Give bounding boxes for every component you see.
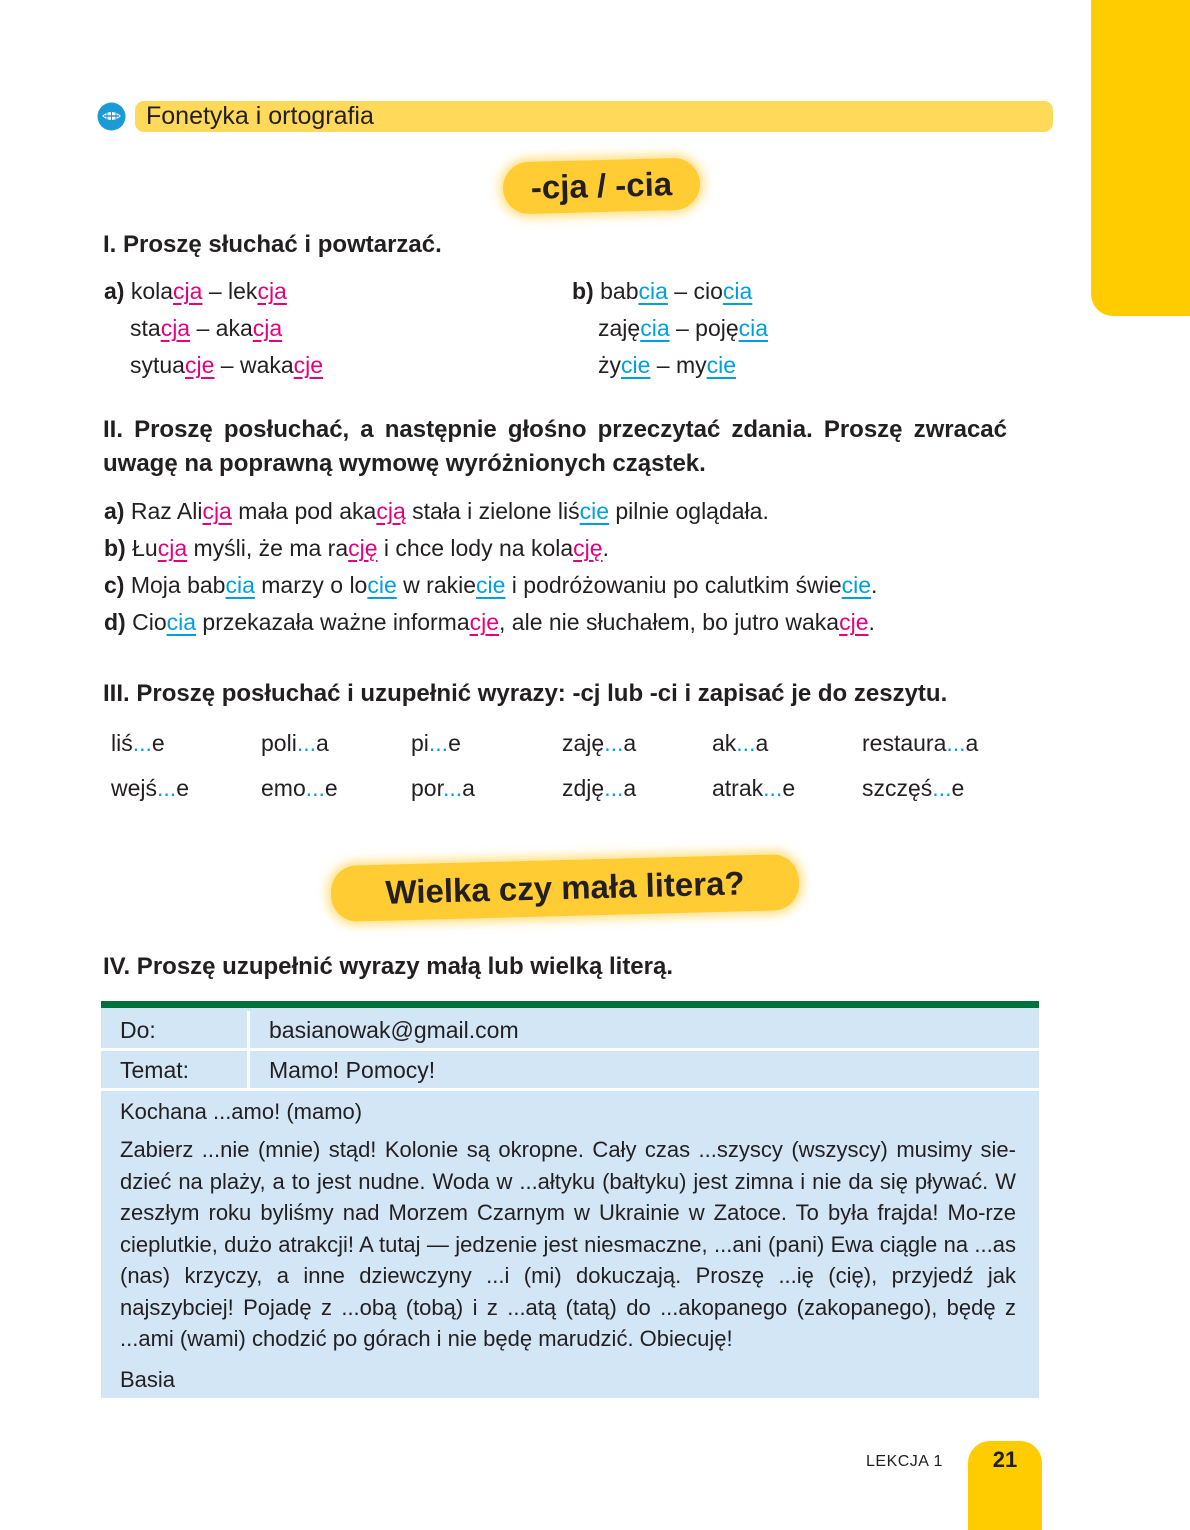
- gap-word: [862, 769, 964, 807]
- text-segment: mała pod aka: [231, 498, 377, 524]
- highlight-cja: cje: [184, 352, 215, 378]
- text-segment: .: [868, 609, 875, 635]
- text-segment: .: [602, 535, 609, 561]
- highlight-cja: cja: [160, 315, 191, 341]
- highlight-cia: cia: [640, 315, 670, 341]
- highlight-cia: cie: [579, 498, 609, 524]
- highlight-cja: cje: [469, 609, 500, 635]
- text-segment: Raz Ali: [124, 498, 203, 524]
- gap-dots: ...: [442, 775, 463, 801]
- item-label: b): [104, 535, 126, 561]
- word-part: a: [462, 775, 475, 801]
- gap-dots: ...: [736, 730, 756, 756]
- gap-dots: ...: [132, 730, 152, 756]
- gap-dots: ...: [428, 730, 449, 756]
- gap-word: [712, 769, 795, 807]
- gap-word: [562, 769, 636, 807]
- gap-dots: ...: [946, 730, 966, 756]
- gap-dots: ...: [157, 775, 177, 801]
- word-part: por: [411, 775, 443, 801]
- text-segment: – poję: [669, 315, 739, 341]
- text-segment: – aka: [190, 315, 253, 341]
- sentence: [104, 604, 877, 641]
- word-part: e: [951, 775, 965, 801]
- text-segment: przekazała ważne informa: [196, 609, 470, 635]
- email-subject-row: [101, 1051, 1039, 1091]
- sentence: [104, 530, 877, 567]
- highlight-cja: cja: [157, 535, 188, 561]
- email-to-label: Do:: [120, 1017, 156, 1043]
- topic-title-cja-cia: [503, 160, 700, 212]
- text-segment: – my: [650, 352, 707, 378]
- exercise-2-sentences: [104, 493, 877, 641]
- email-subject-value: Mamo! Pomocy!: [269, 1057, 436, 1083]
- text-segment: bab: [593, 278, 639, 304]
- exercise-3-heading: III. Proszę posłuchać i uzupełnić wyrazy: -cj lub -ci i zapisać je do zeszytu.: [103, 680, 948, 707]
- gap-word: [862, 724, 978, 762]
- page-number-tab: [968, 1441, 1042, 1530]
- topic-title-text: Wielka czy mała litera?: [384, 864, 746, 911]
- email-greeting: Kochana ...amo! (mamo): [120, 1099, 363, 1124]
- item-label: b): [572, 278, 594, 304]
- word-part: atrak: [712, 775, 764, 801]
- text-segment: pilnie oglądała.: [609, 498, 769, 524]
- word-pair: [104, 273, 323, 310]
- word-part: wejś: [111, 775, 158, 801]
- email-to-row: [101, 1011, 1039, 1051]
- word-part: zaję: [562, 730, 605, 756]
- highlight-cja: cja: [202, 498, 232, 524]
- gap-word: [562, 724, 636, 762]
- email-signature: Basia: [120, 1367, 176, 1392]
- highlight-cia: cia: [166, 609, 197, 635]
- highlight-cja: cją: [376, 498, 406, 524]
- text-segment: stała i zielone liś: [405, 498, 580, 524]
- highlight-cia: cia: [638, 278, 668, 304]
- text-segment: i podróżowaniu po calutkim świe: [505, 572, 842, 598]
- highlight-cia: cia: [225, 572, 255, 598]
- mouth-icon: [97, 102, 126, 131]
- topic-title-capital-letters: [331, 860, 799, 916]
- word-part: a: [623, 775, 637, 801]
- gap-dots: ...: [305, 775, 325, 801]
- text-segment: Cio: [125, 609, 167, 635]
- highlight-cia: cie: [476, 572, 506, 598]
- word-part: szczęś: [862, 775, 933, 801]
- text-segment: marzy o lo: [254, 572, 368, 598]
- item-label: c): [104, 572, 125, 598]
- text-segment: – cio: [667, 278, 723, 304]
- word-part: a: [623, 730, 637, 756]
- gap-dots: ...: [763, 775, 783, 801]
- word-part: a: [755, 730, 769, 756]
- lesson-label: LEKCJA 1: [866, 1453, 943, 1470]
- highlight-cia: cie: [621, 352, 651, 378]
- highlight-cja: cja: [173, 278, 203, 304]
- word-part: e: [448, 730, 461, 756]
- highlight-cja: cja: [252, 315, 283, 341]
- exercise-1-heading: I. Proszę słuchać i powtarzać.: [103, 231, 442, 258]
- word-pair: [572, 347, 768, 384]
- word-part: liś: [111, 730, 133, 756]
- gap-word: [712, 724, 768, 762]
- text-segment: , ale nie słuchałem, bo jutro waka: [499, 609, 840, 635]
- word-part: a: [315, 730, 329, 756]
- text-segment: sta: [130, 315, 161, 341]
- text-segment: .: [871, 572, 878, 598]
- email-subject-label: Temat:: [120, 1057, 190, 1083]
- gap-dots: ...: [604, 730, 624, 756]
- section-title: Fonetyka i ortografia: [146, 102, 374, 130]
- highlight-cia: cie: [706, 352, 737, 378]
- email-form: [101, 1001, 1039, 1398]
- exercise-1-column-a: [104, 273, 323, 384]
- word-pair: [572, 310, 768, 347]
- text-segment: kola: [124, 278, 174, 304]
- gap-dots: ...: [604, 775, 624, 801]
- text-segment: ży: [598, 352, 621, 378]
- word-pair: [104, 310, 323, 347]
- exercise-4-heading: IV. Proszę uzupełnić wyrazy małą lub wielką literą.: [103, 953, 674, 980]
- highlight-cia: cia: [738, 315, 769, 341]
- highlight-cja: cję: [573, 535, 603, 561]
- word-part: zdję: [562, 775, 605, 801]
- exercise-2-heading: II. Proszę posłuchać, a następnie głośno przeczytać zdania. Proszę zwracać uwagę na poprawną wymowę wyróżnionych cząstek.: [103, 416, 1007, 477]
- item-label: a): [104, 278, 125, 304]
- highlight-cia: cia: [722, 278, 753, 304]
- topic-title-text: -cja / -cia: [530, 165, 673, 206]
- word-pair: [104, 347, 323, 384]
- text-segment: myśli, że ma ra: [187, 535, 349, 561]
- section-header: [135, 101, 1053, 132]
- word-part: emo: [261, 775, 306, 801]
- email-to-value: basianowak@gmail.com: [269, 1017, 519, 1043]
- word-part: poli: [261, 730, 297, 756]
- page-number: 21: [992, 1447, 1018, 1472]
- chapter-tab: [1091, 0, 1190, 316]
- word-part: e: [151, 730, 165, 756]
- word-part: e: [782, 775, 796, 801]
- gap-word: [111, 769, 189, 807]
- gap-word: [411, 769, 475, 807]
- exercise-1-column-b: [572, 273, 768, 384]
- word-part: ak: [712, 730, 737, 756]
- email-body: Zabierz ...nie (mnie) stąd! Kolonie są okropne. Cały czas ...szyscy (wszyscy) musimy sie-dzieć na plaży, a to jest nudne. Woda w ...ałtyku (bałtyku) jest zimna i nie da się pływać. W zeszłym roku byliśmy nad Morzem Czarnym w Ukrainie w Zatoce. To była frajda! Mo-rze cieplutkie, dużo atrakcji! A tutaj — jedzenie jest niesmaczne, ...ani (pani) Ewa ciągle na ...as (nas) krzyczy, a inne dziewczyny ...i (mi) dokuczają. Proszę ...ię (cię), przyjedź jak najszybciej! Pojadę z ...obą (tobą) i z ...atą (tatą) do ...akopanego (zakopanego), będę z ...ami (wami) chodzić po górach i nie będę marudzić. Obiecuję!: [120, 1137, 1016, 1351]
- text-segment: – waka: [214, 352, 294, 378]
- word-pair: [572, 273, 768, 310]
- text-segment: i chce lody na kola: [377, 535, 574, 561]
- text-segment: Łu: [125, 535, 158, 561]
- text-segment: zaję: [598, 315, 641, 341]
- gap-word: [411, 724, 461, 762]
- gap-word: [261, 724, 329, 762]
- item-label: d): [104, 609, 126, 635]
- highlight-cja: cję: [348, 535, 378, 561]
- word-part: pi: [411, 730, 429, 756]
- highlight-cja: cja: [257, 278, 287, 304]
- text-segment: – lek: [202, 278, 258, 304]
- sentence: [104, 493, 877, 530]
- gap-word: [111, 724, 165, 762]
- gap-word: [261, 769, 338, 807]
- text-segment: w rakie: [396, 572, 477, 598]
- text-segment: Moja bab: [124, 572, 226, 598]
- word-part: e: [324, 775, 338, 801]
- highlight-cia: cie: [367, 572, 397, 598]
- text-segment: sytua: [130, 352, 185, 378]
- word-part: restaura: [862, 730, 947, 756]
- gap-dots: ...: [932, 775, 952, 801]
- sentence: [104, 567, 877, 604]
- highlight-cia: cie: [841, 572, 872, 598]
- highlight-cja: cje: [839, 609, 869, 635]
- item-label: a): [104, 498, 125, 524]
- highlight-cja: cje: [293, 352, 324, 378]
- word-part: a: [965, 730, 979, 756]
- gap-dots: ...: [296, 730, 316, 756]
- word-part: e: [176, 775, 189, 801]
